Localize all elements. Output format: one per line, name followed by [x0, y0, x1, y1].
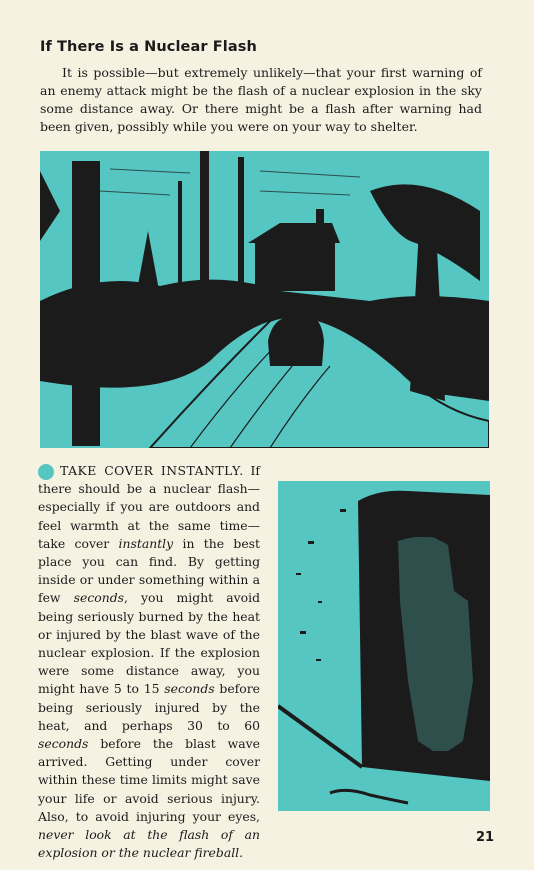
intro-paragraph: It is possible—but extremely unlikely—that your first warning of an enemy attack might be the flash of a nuclear explosion in the sky some distance away. Or there might be a flash after warning had been given, possibly while you were on your way to shelter.	[40, 65, 482, 134]
emphasis-4: seconds	[38, 736, 89, 752]
body-paragraph	[38, 462, 260, 862]
doorway-man-illustration	[278, 481, 490, 811]
body-text-1: If there should be a nuclear flash—especially if you are outdoors and feel warmth at the same time—take cover	[38, 463, 261, 551]
emphasis-2: seconds	[73, 590, 124, 606]
section-heading: If There Is a Nuclear Flash	[40, 39, 257, 55]
emphasis-5: never look at the flash of an explosion or the nuclear fireball.	[38, 827, 260, 861]
emphasis-3: seconds	[164, 681, 215, 697]
body-text-3: , you might avoid being seriously burned by the heat or injured by the blast wave of the nuclear explosion. If the explosion were some distance away, you might have 5 to 15	[38, 590, 260, 697]
page-number: 21	[476, 830, 495, 845]
body-text-2: in the best place you can find. By getting inside or under something within a few	[38, 535, 260, 606]
road-scene-illustration	[40, 151, 489, 448]
body-text-4: before being seriously injured by the heat, and perhaps 30 to 60	[38, 681, 260, 733]
emphasis-1: instantly	[118, 535, 174, 551]
body-text-5: before the blast wave arrived. Getting under cover within these time limits might save your life or avoid serious injury. Also, to avoid injuring your eyes,	[38, 736, 260, 824]
lead-phrase: TAKE COVER INSTANTLY.	[60, 463, 244, 478]
